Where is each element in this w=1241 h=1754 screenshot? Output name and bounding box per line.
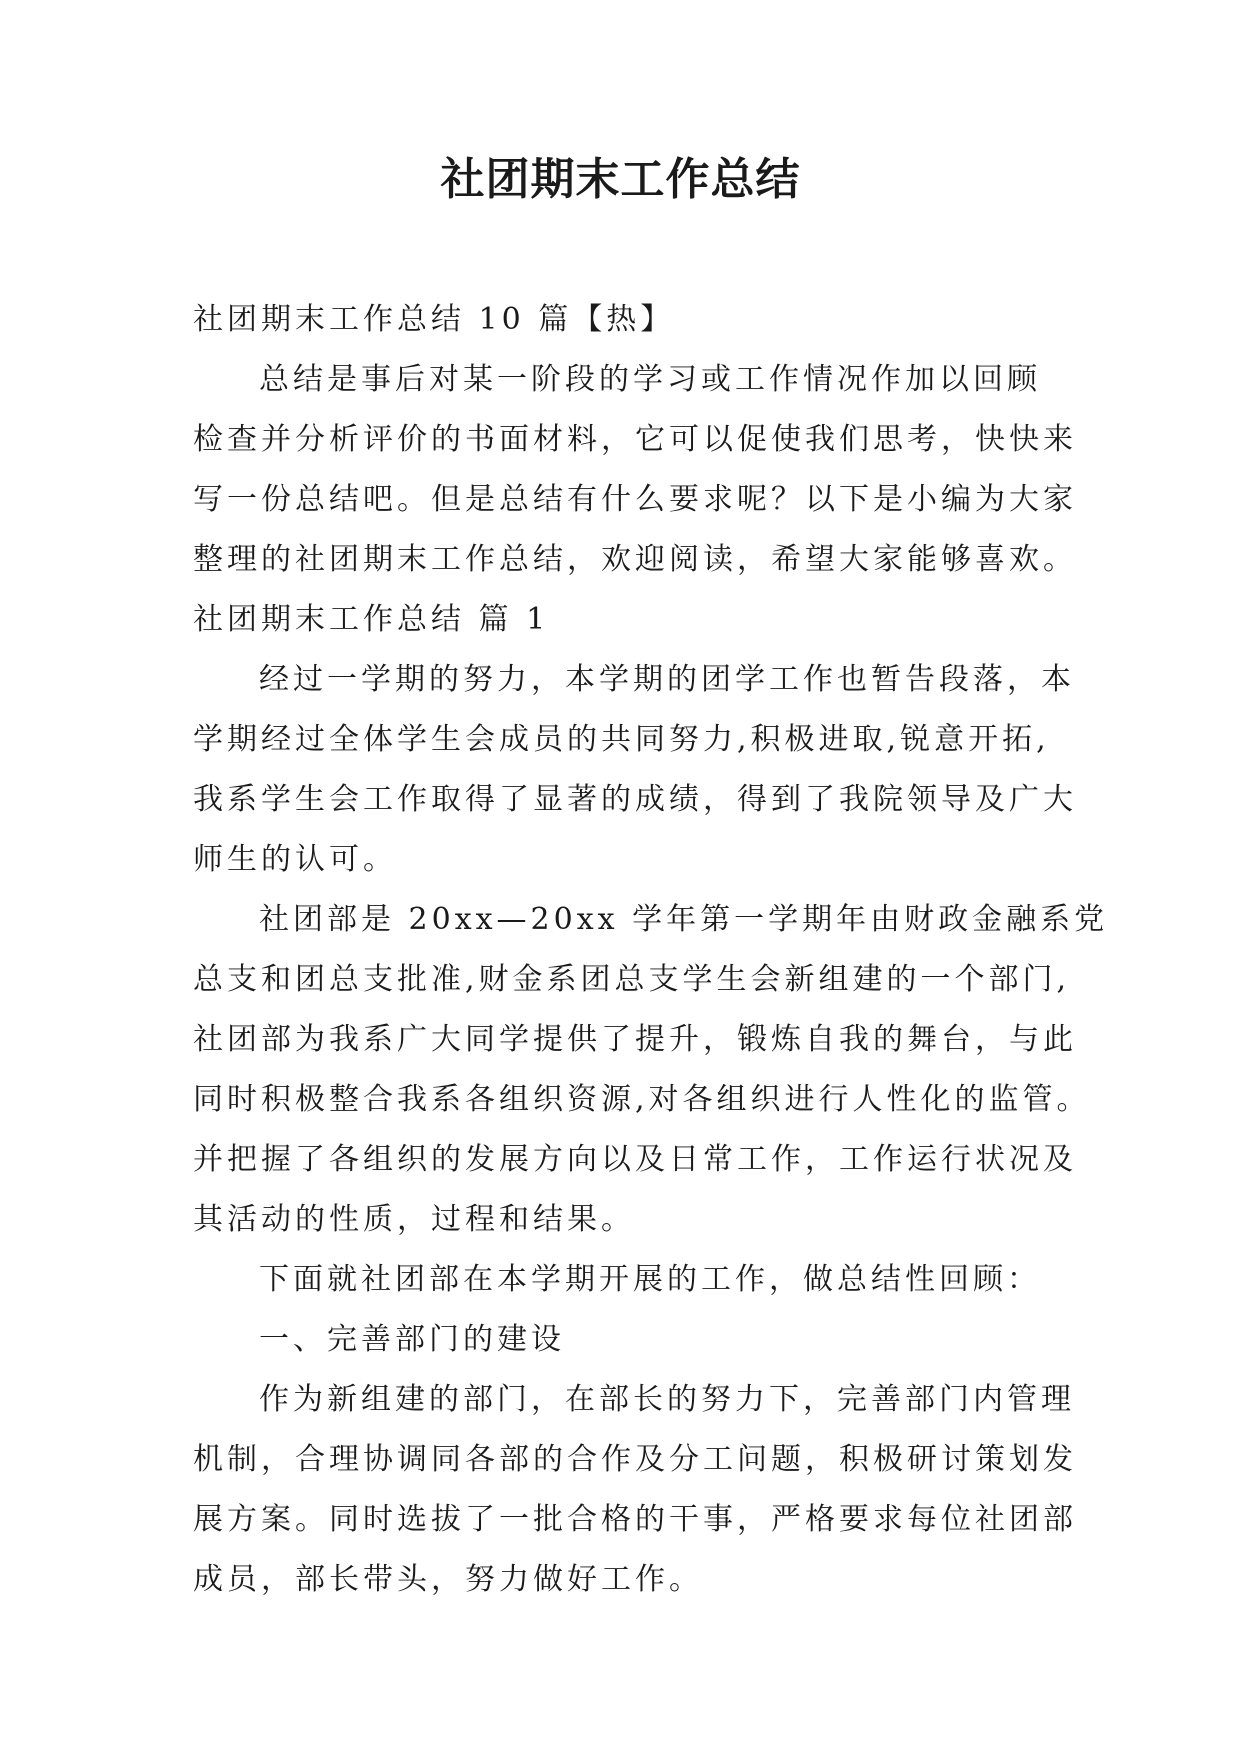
text-line: 下面就社团部在本学期开展的工作，做总结性回顾： — [259, 1262, 1041, 1297]
text-line: 社团部为我系广大同学提供了提升，锻炼自我的舞台，与此 — [193, 1022, 1077, 1057]
text-line: 一、完善部门的建设 — [259, 1322, 565, 1357]
document-title: 社团期末工作总结 — [440, 154, 801, 205]
text-line: 展方案。同时选拔了一批合格的干事，严格要求每位社团部 — [193, 1502, 1077, 1537]
text-line: 同时积极整合我系各组织资源,对各组织进行人性化的监管。 — [193, 1082, 1091, 1117]
text-line: 并把握了各组织的发展方向以及日常工作，工作运行状况及 — [193, 1142, 1077, 1177]
text-line: 成员，部长带头，努力做好工作。 — [193, 1562, 703, 1597]
text-line: 学期经过全体学生会成员的共同努力,积极进取,锐意开拓, — [193, 722, 1050, 757]
text-line: 总支和团总支批准,财金系团总支学生会新组建的一个部门, — [193, 962, 1071, 997]
text-line: 写一份总结吧。但是总结有什么要求呢？以下是小编为大家 — [193, 482, 1077, 517]
text-line: 其活动的性质，过程和结果。 — [193, 1202, 635, 1237]
text-line: 经过一学期的努力，本学期的团学工作也暂告段落，本 — [259, 662, 1075, 697]
text-line: 整理的社团期末工作总结，欢迎阅读，希望大家能够喜欢。 — [193, 542, 1077, 577]
text-line: 检查并分析评价的书面材料，它可以促使我们思考，快快来 — [193, 422, 1077, 457]
text-line: 社团期末工作总结 篇 1 — [193, 602, 550, 637]
text-line: 社团部是 20xx—20xx 学年第一学期年由财政金融系党 — [259, 902, 1109, 937]
text-line: 机制，合理协调同各部的合作及分工问题，积极研讨策划发 — [193, 1442, 1077, 1477]
text-line: 师生的认可。 — [193, 842, 397, 877]
text-line: 社团期末工作总结 10 篇【热】 — [193, 302, 675, 337]
text-line: 总结是事后对某一阶段的学习或工作情况作加以回顾 — [259, 362, 1041, 397]
text-line: 作为新组建的部门，在部长的努力下，完善部门内管理 — [259, 1382, 1075, 1417]
document-body — [193, 290, 1109, 1610]
text-line: 我系学生会工作取得了显著的成绩，得到了我院领导及广大 — [193, 782, 1077, 817]
